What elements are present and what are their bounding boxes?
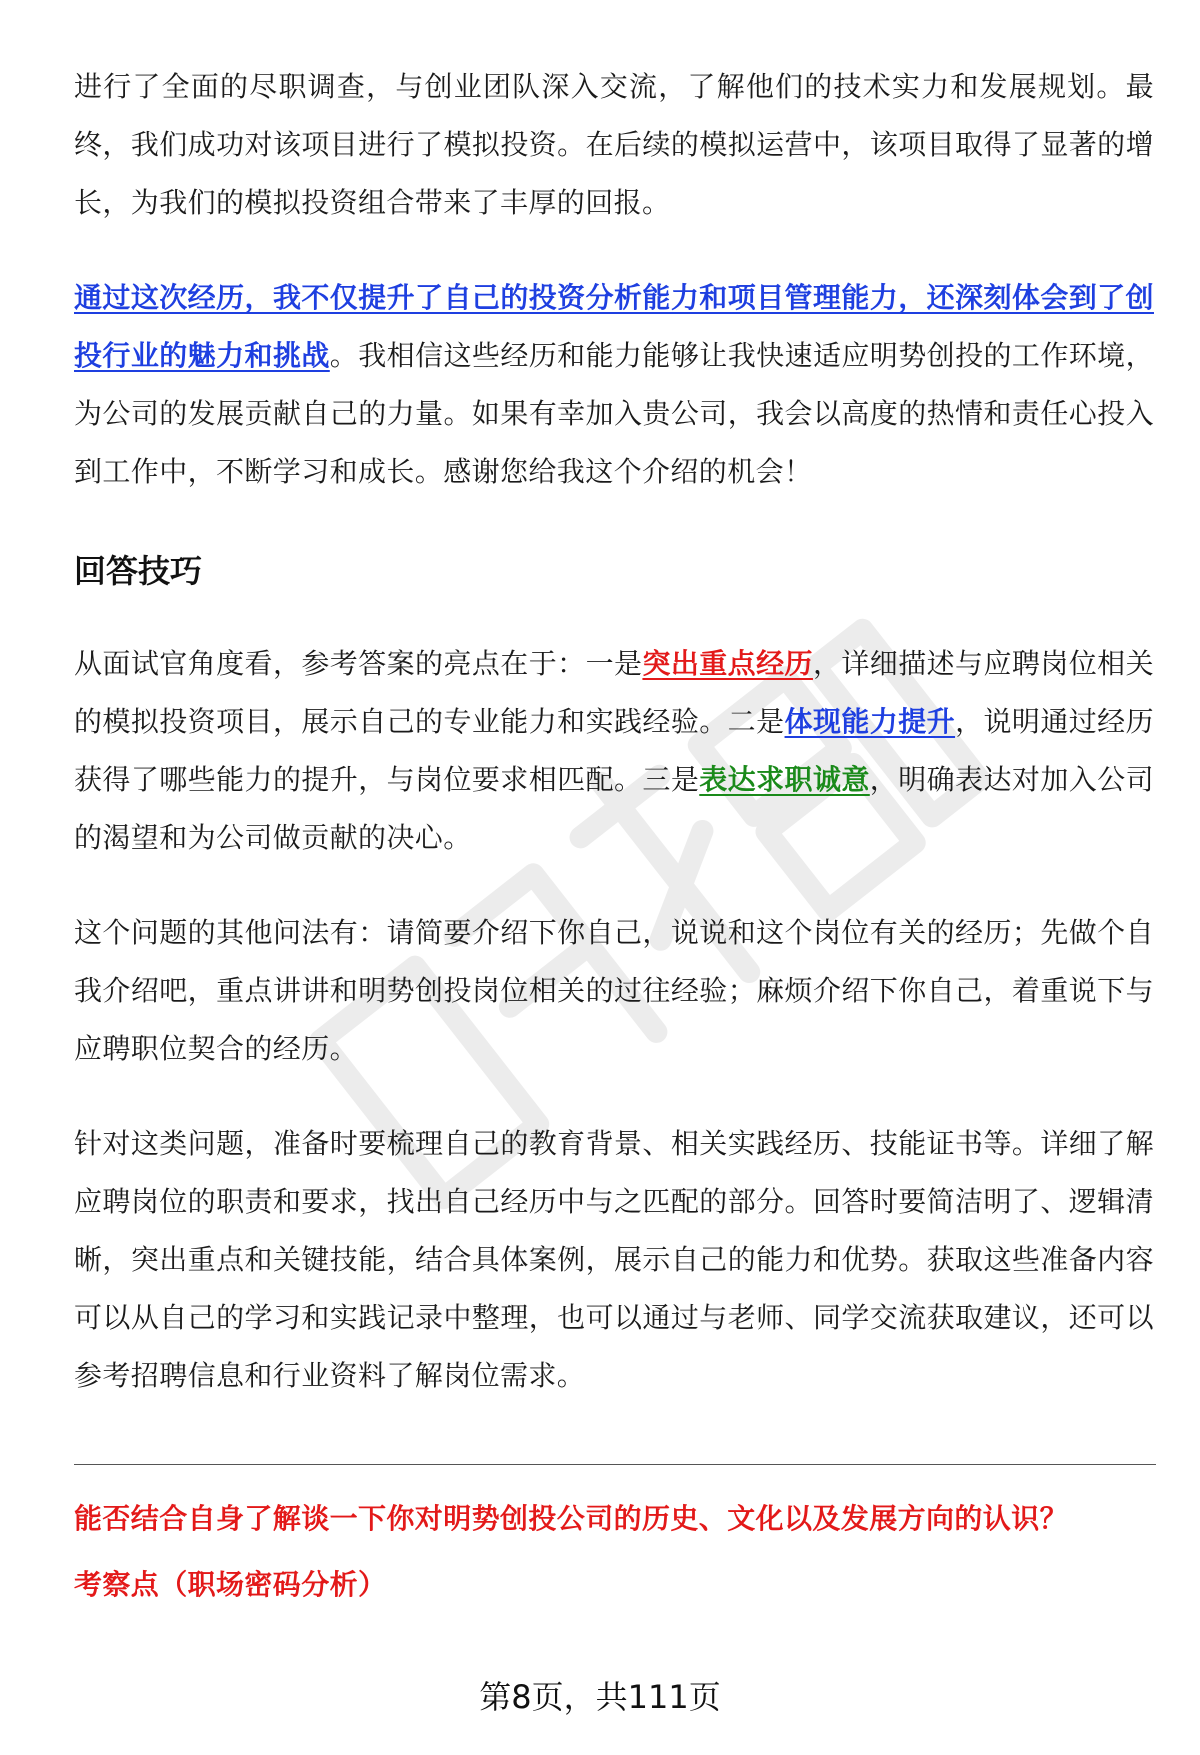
paragraph-text: 这个问题的其他问法有：请简要介绍下你自己，说说和这个岗位有关的经历；先做个自我介绍吧，重点讲讲和明势创投岗位相关的过往经验；麻烦介绍下你自己，着重说下与应聘职位契合的经历。 <box>74 916 1154 1065</box>
paragraph-text: ，说明通过经历获得了哪些能力的提升，与岗位要求相匹配。三是 <box>74 705 1154 796</box>
paragraph-text: ，明确表达对加入公司的渴望和为公司做贡献的决心。 <box>74 763 1154 854</box>
green-highlight-text: 表达求职诚意 <box>699 763 870 796</box>
page-number: 第8页，共111页 <box>479 1678 721 1716</box>
section-heading: 回答技巧 <box>74 552 203 590</box>
paragraph-text: 进行了全面的尽职调查，与创业团队深入交流，了解他们的技术实力和发展规划。最终，我们成功对该项目进行了模拟投资。在后续的模拟运营中，该项目取得了显著的增长，为我们的模拟投资组合带来了丰厚的回报。 <box>74 70 1154 219</box>
paragraph-text: ，详细描述与应聘岗位相关的模拟投资项目，展示自己的专业能力和实践经验。二是 <box>74 647 1154 738</box>
paragraph-text: 。我相信这些经历和能力能够让我快速适应明势创投的工作环境，为公司的发展贡献自己的力量。如果有幸加入贵公司，我会以高度的热情和责任心投入到工作中，不断学习和成长。感谢您给我这个介绍的机会！ <box>74 339 1154 488</box>
document-body <box>74 58 1154 1405</box>
paragraph-experience <box>74 58 1154 232</box>
paragraph-tips-highlights <box>74 635 1154 867</box>
paragraph-text: 从面试官角度看，参考答案的亮点在于：一是 <box>74 647 643 680</box>
paragraph-preparation <box>74 1115 1154 1405</box>
red-highlight-text: 突出重点经历 <box>642 647 813 680</box>
next-question-subtitle: 考察点（职场密码分析） <box>74 1568 387 1601</box>
next-question-title: 能否结合自身了解谈一下你对明势创投公司的历史、文化以及发展方向的认识？ <box>74 1502 1069 1535</box>
blue-highlight-text: 体现能力提升 <box>784 705 956 738</box>
paragraph-alternative-questions <box>74 904 1154 1078</box>
paragraph-summary <box>74 269 1154 501</box>
section-divider <box>74 1464 1156 1465</box>
paragraph-text: 针对这类问题，准备时要梳理自己的教育背景、相关实践经历、技能证书等。详细了解应聘岗位的职责和要求，找出自己经历中与之匹配的部分。回答时要简洁明了、逻辑清晰，突出重点和关键技能，结合具体案例，展示自己的能力和优势。获取这些准备内容可以从自己的学习和实践记录中整理，也可以通过与老师、同学交流获取建议，还可以参考招聘信息和行业资料了解岗位需求。 <box>74 1127 1154 1392</box>
blue-highlight-text: 通过这次经历，我不仅提升了自己的投资分析能力和项目管理能力，还深刻体会到了创投行业的魅力和挑战 <box>74 281 1154 372</box>
